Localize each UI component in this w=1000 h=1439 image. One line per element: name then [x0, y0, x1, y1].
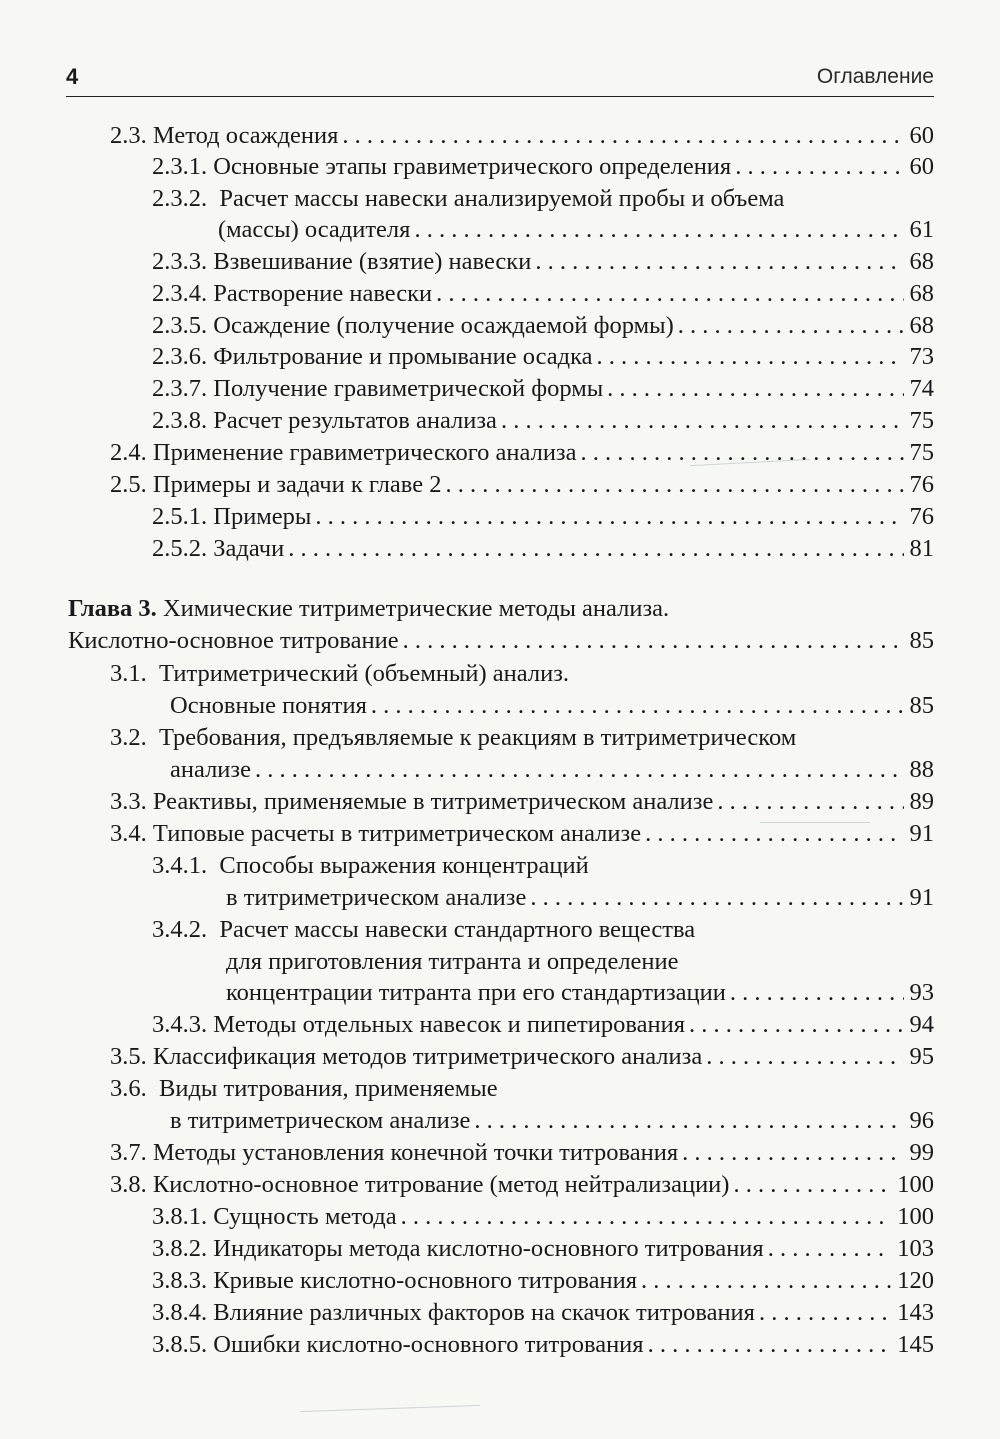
- toc-entry-3-4-1[interactable]: [226, 882, 934, 914]
- toc-entry-page: 60: [909, 153, 934, 180]
- toc-entry-title-line1: Расчет массы навески анализируемой пробы и объема: [219, 185, 785, 212]
- toc-entry-3-4-1-line1[interactable]: [152, 850, 589, 882]
- toc-entry-3-8-5[interactable]: [152, 1329, 934, 1361]
- toc-entry-page: 145: [897, 1331, 934, 1358]
- dot-leader: [445, 469, 903, 501]
- toc-entry-number: 2.3.6.: [152, 343, 208, 370]
- chapter-title: Кислотно-основное титрование: [68, 627, 399, 654]
- toc-entry-3-6-line1[interactable]: [110, 1073, 498, 1105]
- dot-leader: [530, 882, 903, 914]
- dot-leader: [597, 341, 904, 373]
- chapter-label: Глава 3.: [68, 595, 157, 622]
- toc-entry-title: Кривые кислотно-основного титрования: [213, 1267, 638, 1294]
- toc-entry-title-line1: Требования, предъявляемые к реакциям в титриметрическом: [159, 724, 797, 751]
- dot-leader: [315, 501, 903, 533]
- toc-entry-3-2[interactable]: [170, 754, 934, 786]
- toc-entry-2-3-6[interactable]: [152, 341, 934, 373]
- toc-entry-title: Примеры и задачи к главе 2: [152, 471, 442, 498]
- toc-entry-number: 2.3.1.: [152, 153, 208, 180]
- dot-leader: [436, 278, 903, 310]
- toc-entry-title-line2: для приготовления титранта и определение: [226, 948, 679, 975]
- toc-entry-title: анализе: [170, 756, 251, 783]
- toc-entry-title-line1: Способы выражения концентраций: [219, 852, 589, 879]
- toc-entry-page: 143: [897, 1299, 934, 1326]
- toc-entry-2-3-5[interactable]: [152, 310, 934, 342]
- dot-leader: [580, 437, 903, 469]
- toc-entry-number: 2.3.4.: [152, 280, 208, 307]
- dot-leader: [641, 1265, 891, 1297]
- dot-leader: [733, 1169, 891, 1201]
- toc-entry-2-5-2[interactable]: [152, 533, 934, 565]
- dot-leader: [759, 1297, 891, 1329]
- toc-entry-2-5-1[interactable]: [152, 501, 934, 533]
- toc-entry-title: Расчет результатов анализа: [213, 407, 497, 434]
- toc-entry-number: 3.3.: [110, 788, 147, 815]
- toc-entry-2-3-4[interactable]: [152, 278, 934, 310]
- paper-scuff: [760, 822, 870, 823]
- dot-leader: [607, 373, 903, 405]
- toc-entry-title: Влияние различных факторов на скачок титрования: [213, 1299, 755, 1326]
- toc-entry-title: Метод осаждения: [152, 122, 339, 149]
- page-number: 4: [66, 64, 79, 89]
- toc-entry-2-3-2-line1[interactable]: [152, 183, 784, 215]
- toc-entry-number: 3.8.1.: [152, 1203, 208, 1230]
- toc-entry-title: Получение гравиметрической формы: [213, 375, 604, 402]
- dot-leader: [730, 977, 904, 1009]
- toc-entry-title: Фильтрование и промывание осадка: [213, 343, 593, 370]
- toc-entry-number: 3.4.3.: [152, 1011, 208, 1038]
- toc-entry-page: 68: [909, 312, 934, 339]
- toc-entry-page: 73: [909, 343, 934, 370]
- toc-entry-number: 2.3.3.: [152, 248, 208, 275]
- toc-entry-3-4-2-line1[interactable]: [152, 914, 695, 946]
- page-header: [66, 62, 934, 96]
- dot-leader: [689, 1009, 904, 1041]
- toc-entry-number: 3.8.3.: [152, 1267, 208, 1294]
- toc-entry-number: 3.1.: [110, 660, 147, 687]
- toc-entry-title: Индикаторы метода кислотно-основного титрования: [213, 1235, 764, 1262]
- dot-leader: [768, 1233, 892, 1265]
- toc-entry-3-1-line1[interactable]: [110, 658, 569, 690]
- toc-entry-number: 3.8.2.: [152, 1235, 208, 1262]
- toc-entry-title: в титриметрическом анализе: [226, 884, 527, 911]
- dot-leader: [371, 690, 904, 722]
- dot-leader: [255, 754, 904, 786]
- toc-entry-2-3-7[interactable]: [152, 373, 934, 405]
- toc-entry-2-3-3[interactable]: [152, 246, 934, 278]
- toc-entry-number: 3.7.: [110, 1139, 147, 1166]
- toc-entry-page: 89: [909, 788, 934, 815]
- toc-entry-title: Классификация методов титриметрического анализа: [152, 1043, 703, 1070]
- toc-entry-title: Реактивы, применяемые в титриметрическом анализе: [152, 788, 714, 815]
- toc-entry-page: 95: [909, 1043, 934, 1070]
- toc-entry-title: Основные этапы гравиметрического определения: [213, 153, 732, 180]
- dot-leader: [678, 310, 904, 342]
- dot-leader: [342, 120, 903, 152]
- chapter-3-heading-line1[interactable]: [68, 593, 669, 625]
- toc-entry-number: 3.8.: [110, 1171, 147, 1198]
- toc-entry-number: 2.3.8.: [152, 407, 208, 434]
- toc-entry-page: 88: [909, 756, 934, 783]
- toc-entry-title: концентрации титранта при его стандартизации: [226, 979, 726, 1006]
- toc-entry-3-8-4[interactable]: [152, 1297, 934, 1329]
- toc-entry-title: в титриметрическом анализе: [170, 1107, 471, 1134]
- toc-entry-page: 68: [909, 248, 934, 275]
- toc-entry-number: 3.6.: [110, 1075, 147, 1102]
- toc-entry-3-6[interactable]: [170, 1105, 934, 1137]
- toc-entry-page: 74: [909, 375, 934, 402]
- toc-entry-title: Осаждение (получение осаждаемой формы): [213, 312, 674, 339]
- chapter-title-line1: Химические титриметрические методы анализа.: [162, 595, 670, 622]
- toc-entry-page: 100: [897, 1203, 934, 1230]
- toc-entry-title: Кислотно-основное титрование (метод нейтрализации): [152, 1171, 730, 1198]
- toc-entry-title: Примеры: [213, 503, 312, 530]
- toc-entry-2-5[interactable]: [110, 469, 934, 501]
- toc-entry-number: 2.3.: [110, 122, 147, 149]
- toc-entry-page: 75: [909, 439, 934, 466]
- toc-entry-3-4-2[interactable]: [226, 977, 934, 1009]
- toc-entry-number: 3.4.1.: [152, 852, 208, 879]
- toc-entry-number: 3.5.: [110, 1043, 147, 1070]
- toc-entry-3-4-3[interactable]: [152, 1009, 934, 1041]
- toc-entry-3-8-1[interactable]: [152, 1201, 934, 1233]
- toc-entry-page: 103: [897, 1235, 934, 1262]
- toc-entry-3-2-line1[interactable]: [110, 722, 796, 754]
- toc-entry-title: Применение гравиметрического анализа: [152, 439, 577, 466]
- toc-entry-title-line1: Расчет массы навески стандартного вещества: [219, 916, 696, 943]
- toc-entry-page: 76: [909, 503, 934, 530]
- dot-leader: [706, 1041, 903, 1073]
- toc-entry-title-line1: Титриметрический (объемный) анализ.: [159, 660, 570, 687]
- toc-entry-2-3-2[interactable]: [218, 214, 934, 246]
- dot-leader: [501, 405, 904, 437]
- toc-entry-page: 120: [897, 1267, 934, 1294]
- dot-leader: [682, 1137, 903, 1169]
- toc-entry-title: Взвешивание (взятие) навески: [213, 248, 532, 275]
- toc-entry-number: 2.3.7.: [152, 375, 208, 402]
- toc-entry-title-line1: Виды титрования, применяемые: [159, 1075, 498, 1102]
- toc-entry-title: (массы) осадителя: [218, 216, 411, 243]
- toc-entry-3-8-3[interactable]: [152, 1265, 934, 1297]
- toc-entry-number: 3.8.5.: [152, 1331, 208, 1358]
- paper-scuff: [300, 1405, 480, 1412]
- toc-entry-number: 3.2.: [110, 724, 147, 751]
- toc-entry-page: 91: [909, 820, 934, 847]
- dot-leader: [648, 1329, 892, 1361]
- running-head: Оглавление: [816, 65, 934, 88]
- dot-leader: [403, 625, 904, 657]
- toc-entry-title: Методы отдельных навесок и пипетирования: [213, 1011, 685, 1038]
- toc-entry-2-3[interactable]: [110, 120, 934, 152]
- chapter-page: 85: [909, 627, 934, 654]
- toc-entry-3-7[interactable]: [110, 1137, 934, 1169]
- toc-entry-number: 3.4.: [110, 820, 147, 847]
- toc-entry-page: 96: [909, 1107, 934, 1134]
- toc-entry-page: 100: [897, 1171, 934, 1198]
- toc-entry-2-3-8[interactable]: [152, 405, 934, 437]
- toc-entry-title: Сущность метода: [213, 1203, 397, 1230]
- toc-entry-page: 93: [909, 979, 934, 1006]
- dot-leader: [288, 533, 903, 565]
- dot-leader: [535, 246, 903, 278]
- toc-entry-number: 2.3.2.: [152, 185, 208, 212]
- dot-leader: [717, 786, 903, 818]
- toc-entry-page: 94: [909, 1011, 934, 1038]
- toc-entry-3-1[interactable]: [170, 690, 934, 722]
- toc-entry-page: 81: [909, 535, 934, 562]
- toc-entry-number: 2.5.: [110, 471, 147, 498]
- toc-entry-3-3[interactable]: [110, 786, 934, 818]
- toc-entry-number: 2.5.1.: [152, 503, 208, 530]
- dot-leader: [474, 1105, 903, 1137]
- toc-entry-title: Основные понятия: [170, 692, 367, 719]
- dot-leader: [414, 214, 903, 246]
- toc-entry-number: 2.3.5.: [152, 312, 208, 339]
- toc-entry-page: 75: [909, 407, 934, 434]
- toc-entry-3-8-2[interactable]: [152, 1233, 934, 1265]
- toc-entry-page: 91: [909, 884, 934, 911]
- toc-entry-title: Ошибки кислотно-основного титрования: [213, 1331, 644, 1358]
- header-rule: [66, 96, 934, 97]
- toc-entry-number: 3.4.2.: [152, 916, 208, 943]
- toc-entry-page: 68: [909, 280, 934, 307]
- toc-entry-title: Задачи: [213, 535, 285, 562]
- dot-leader: [401, 1201, 892, 1233]
- toc-entry-title: Типовые расчеты в титриметрическом анализе: [152, 820, 642, 847]
- toc-entry-page: 85: [909, 692, 934, 719]
- toc-entry-3-8[interactable]: [110, 1169, 934, 1201]
- toc-entry-2-3-1[interactable]: [152, 151, 934, 183]
- toc-entry-title: Методы установления конечной точки титрования: [152, 1139, 679, 1166]
- toc-entry-2-4[interactable]: [110, 437, 934, 469]
- toc-entry-3-5[interactable]: [110, 1041, 934, 1073]
- toc-entry-title: Растворение навески: [213, 280, 433, 307]
- toc-entry-page: 99: [909, 1139, 934, 1166]
- chapter-3-heading[interactable]: [68, 625, 934, 657]
- toc-entry-page: 76: [909, 471, 934, 498]
- toc-entry-page: 60: [909, 122, 934, 149]
- toc-entry-number: 2.4.: [110, 439, 147, 466]
- toc-entry-number: 2.5.2.: [152, 535, 208, 562]
- toc-entry-number: 3.8.4.: [152, 1299, 208, 1326]
- dot-leader: [735, 151, 903, 183]
- toc-entry-3-4-2-line2[interactable]: [226, 946, 679, 978]
- toc-entry-page: 61: [909, 216, 934, 243]
